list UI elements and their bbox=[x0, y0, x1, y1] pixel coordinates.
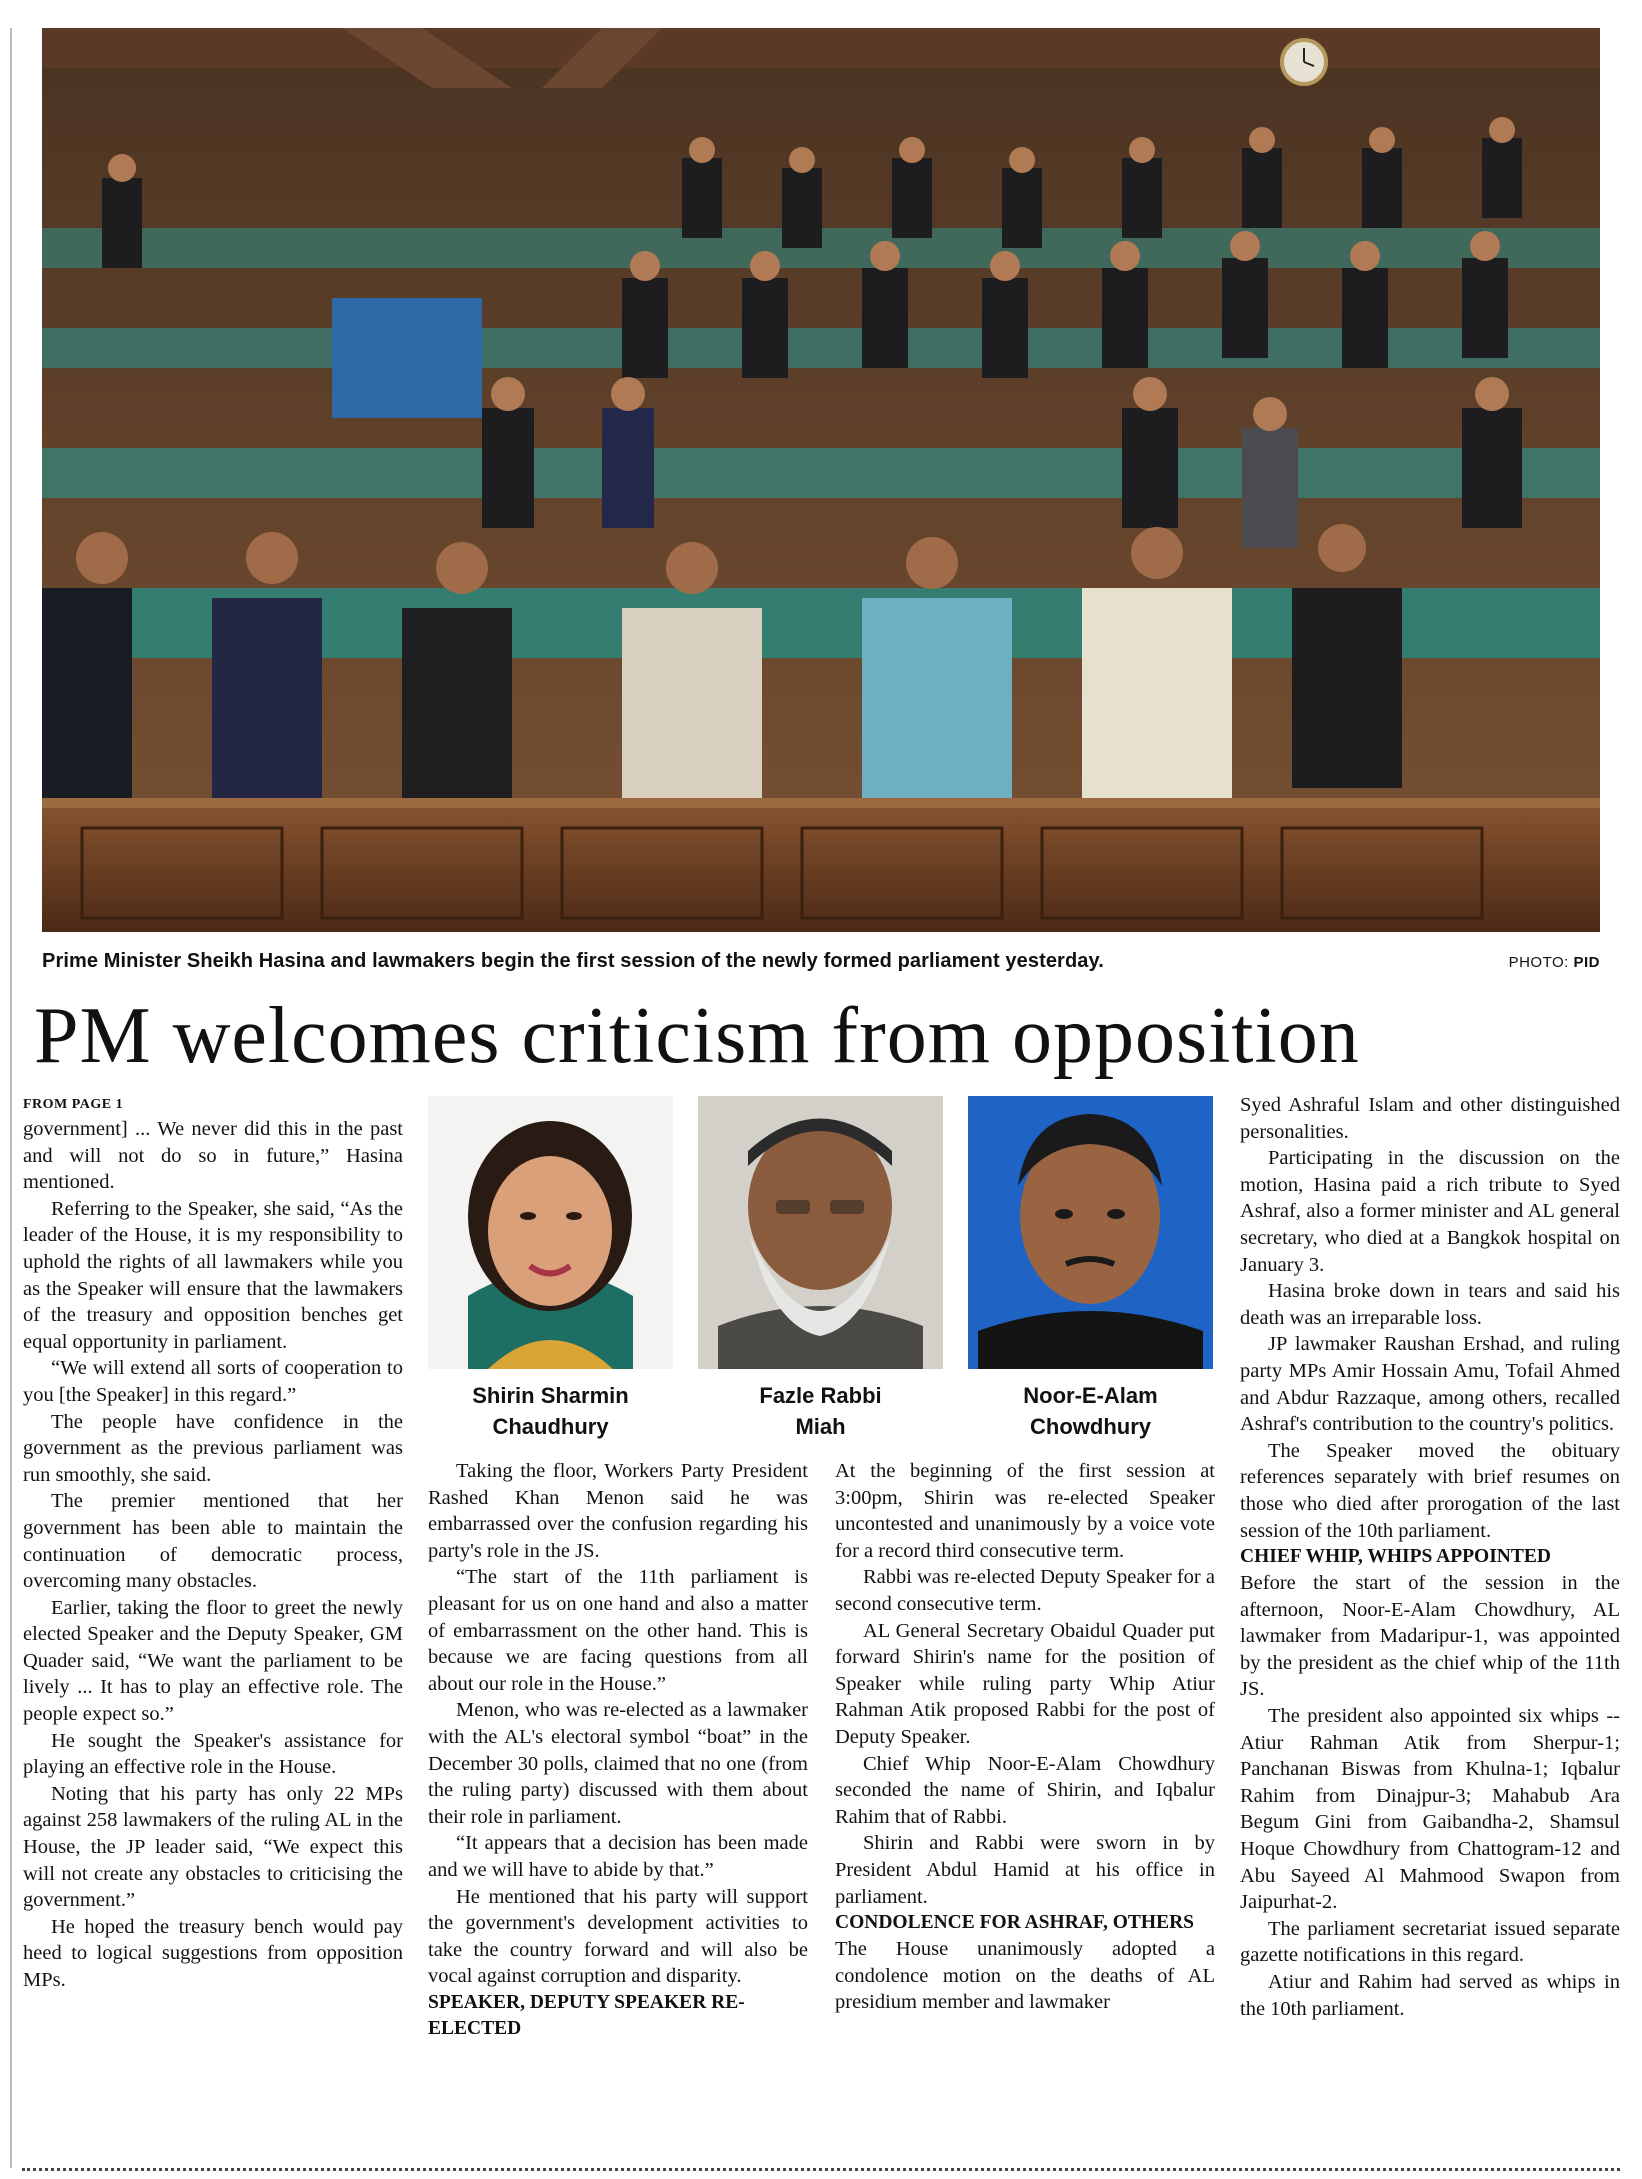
kicker-from-page: FROM PAGE 1 bbox=[23, 1097, 124, 1112]
headline: PM welcomes criticism from opposition bbox=[34, 992, 1360, 1080]
photo-credit-label: PHOTO: bbox=[1508, 954, 1569, 971]
photo-caption bbox=[42, 950, 1600, 982]
paragraph: Taking the floor, Workers Party President Rashed Khan Menon said he was embarrassed over the confusion regarding his party's role in the JS. bbox=[428, 1460, 808, 1562]
parliament-photo bbox=[42, 28, 1600, 932]
subhead: CHIEF WHIP, WHIPS APPOINTED bbox=[1240, 1546, 1551, 1568]
paragraph: The Speaker moved the obituary references separately with brief resumes on those who died after prorogation of the last session of the 10th parliament. bbox=[1240, 1439, 1620, 1542]
paragraph: AL General Secretary Obaidul Quader put forward Shirin's name for the position of Speaker while ruling party Whip Atiur Rahman Atik proposed Rabbi for the post of Deputy Speaker. bbox=[835, 1619, 1215, 1748]
paragraph: The president also appointed six whips -- Atiur Rahman Atik from Sherpur-1; Panchanan Biswas from Khulna-1; Iqbalur Rahim from Dinajpur-3; Mahabub Ara Begum Gini from Gaibandha-2, Shamsul Hoque Chowdhury from Chattogram-12 and Abu Sayeed Al Mahmood Swapon from Jaipurhat-2. bbox=[1240, 1705, 1620, 1914]
paragraph: He hoped the treasury bench would pay heed to logical suggestions from opposition MPs. bbox=[23, 1915, 403, 1991]
paragraph: He sought the Speaker's assistance for playing an effective role in the House. bbox=[23, 1729, 403, 1779]
portrait-noor-e-alam-chowdhury bbox=[968, 1096, 1213, 1369]
portrait-name-line: Noor-E-Alam bbox=[1023, 1383, 1158, 1408]
paragraph: “The start of the 11th parliament is pleasant for us on one hand and also a matter of embarrassment on the other hand. This is because we are facing questions from all about our role in the House.” bbox=[428, 1566, 808, 1695]
paragraph: Menon, who was re-elected as a lawmaker with the AL's electoral symbol “boat” in the December 30 polls, claimed that no one (from the ruling party) discussed with them about their role in parliament. bbox=[428, 1699, 808, 1828]
paragraph: He mentioned that his party will support the government's development activities to take the country forward and will also be vocal against corruption and disparity. bbox=[428, 1885, 808, 1988]
paragraph: The House unanimously adopted a condolence motion on the deaths of AL presidium member and lawmaker bbox=[835, 1938, 1215, 2014]
paragraph: Before the start of the session in the afternoon, Noor-E-Alam Chowdhury, AL lawmaker from Madaripur-1, was appointed by the president as the chief whip of the 11th JS. bbox=[1240, 1572, 1620, 1701]
paragraph: Noting that his party has only 22 MPs against 258 lawmakers of the ruling AL in the House, the JP leader said, “We expect this will not create any obstacles to criticising the government.” bbox=[23, 1782, 403, 1912]
photo-credit-source: PID bbox=[1573, 954, 1600, 971]
portrait-name-line: Chaudhury bbox=[492, 1414, 609, 1439]
portrait-name-line: Chowdhury bbox=[1030, 1414, 1151, 1439]
photo-credit bbox=[1509, 954, 1600, 971]
paragraph: Chief Whip Noor-E-Alam Chowdhury seconded the name of Shirin, and Iqbalur Rahim that of Rabbi. bbox=[835, 1752, 1215, 1828]
portrait-name-line: Miah bbox=[795, 1414, 846, 1439]
paragraph: Atiur and Rahim had served as whips in the 10th parliament. bbox=[1240, 1971, 1620, 2020]
portrait-caption-3 bbox=[968, 1380, 1213, 1442]
left-column-rule bbox=[10, 28, 12, 2168]
paragraph: “It appears that a decision has been made and we will have to abide by that.” bbox=[428, 1832, 808, 1881]
photo-caption-text: Prime Minister Sheikh Hasina and lawmakers begin the first session of the newly formed parliament yesterday. bbox=[42, 950, 1104, 972]
paragraph: The people have confidence in the government as the previous parliament was run smoothly, she said. bbox=[23, 1410, 403, 1486]
portrait-caption-2 bbox=[698, 1380, 943, 1442]
paragraph: The premier mentioned that her government has been able to maintain the continuation of democratic process, overcoming many obstacles. bbox=[23, 1490, 403, 1593]
parliament-illustration bbox=[42, 28, 1600, 932]
paragraph: Hasina broke down in tears and said his death was an irreparable loss. bbox=[1240, 1280, 1620, 1329]
portrait-shirin-sharmin-chaudhury bbox=[428, 1096, 673, 1369]
article-column-4 bbox=[1240, 1092, 1620, 2022]
portrait-name-line: Shirin Sharmin bbox=[472, 1383, 629, 1408]
paragraph: Shirin and Rabbi were sworn in by President Abdul Hamid at his office in parliament. bbox=[835, 1832, 1215, 1908]
portrait-caption-1 bbox=[428, 1380, 673, 1442]
portrait-fazle-rabbi-miah bbox=[698, 1096, 943, 1369]
subhead: CONDOLENCE FOR ASHRAF, OTHERS bbox=[835, 1912, 1195, 1934]
paragraph: JP lawmaker Raushan Ershad, and ruling party MPs Amir Hossain Amu, Tofail Ahmed and Abdur Razzaque, among others, recalled Ashraf's contribution to the country's politics. bbox=[1240, 1333, 1620, 1436]
paragraph: Syed Ashraful Islam and other distinguished personalities. bbox=[1240, 1094, 1620, 1143]
paragraph: Participating in the discussion on the motion, Hasina paid a rich tribute to Syed Ashraf, also a former minister and AL general secretary, who died at a Bangkok hospital on January 3. bbox=[1240, 1147, 1620, 1276]
bottom-dotted-rule bbox=[22, 2168, 1620, 2171]
paragraph: “We will extend all sorts of cooperation to you [the Speaker] in this regard.” bbox=[23, 1357, 403, 1406]
portrait-name-line: Fazle Rabbi bbox=[759, 1383, 882, 1408]
paragraph: Earlier, taking the floor to greet the newly elected Speaker and the Deputy Speaker, GM Quader said, “We want the parliament to be lively ... It has to play an effective role. The people expect so.” bbox=[23, 1596, 403, 1726]
paragraph: Referring to the Speaker, she said, “As the leader of the House, it is my responsibility to uphold the rights of all lawmakers while you as the Speaker will ensure that the lawmakers of the treasury and opposition benches get equal opportunity in parliament. bbox=[23, 1197, 403, 1353]
article-column-2 bbox=[428, 1458, 808, 2042]
article-column-1 bbox=[23, 1092, 403, 1994]
paragraph: The parliament secretariat issued separate gazette notifications in this regard. bbox=[1240, 1917, 1620, 1967]
subhead: SPEAKER, DEPUTY SPEAKER RE-ELECTED bbox=[428, 1991, 745, 2039]
paragraph: Rabbi was re-elected Deputy Speaker for a second consecutive term. bbox=[835, 1566, 1215, 1615]
article-column-3 bbox=[835, 1458, 1215, 2016]
paragraph: government] ... We never did this in the past and will not do so in future,” Hasina mentioned. bbox=[23, 1118, 403, 1194]
paragraph: At the beginning of the first session at 3:00pm, Shirin was re-elected Speaker uncontested and unanimously by a voice vote for a record third consecutive term. bbox=[835, 1460, 1215, 1562]
